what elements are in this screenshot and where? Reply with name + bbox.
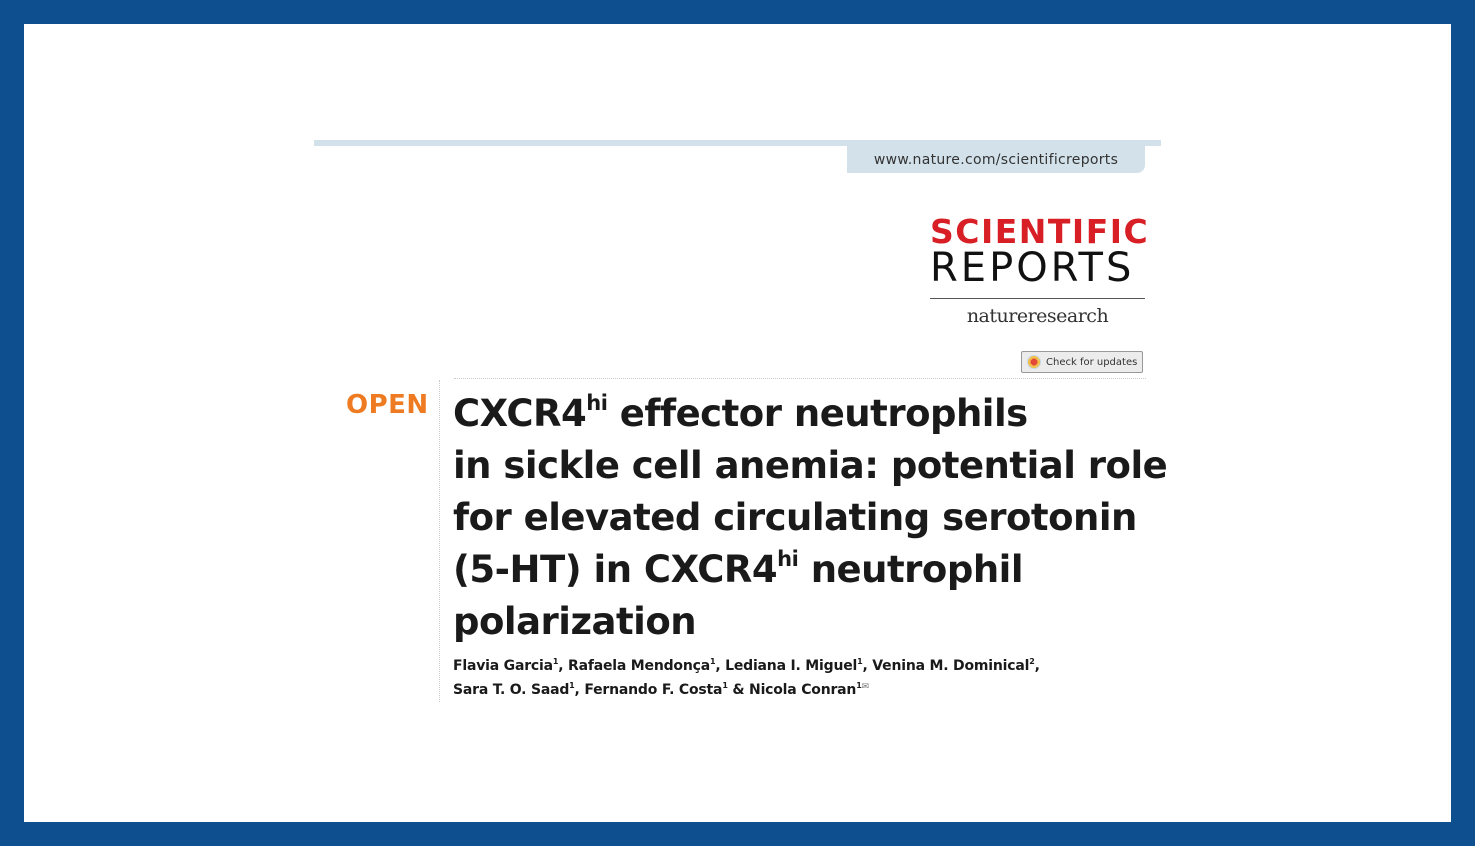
title-line (453, 388, 1153, 440)
publisher-nature: nature (966, 305, 1028, 327)
dotted-divider-left (439, 380, 440, 702)
title-line (453, 440, 1168, 492)
page-frame (24, 24, 1451, 822)
dotted-divider-top (454, 378, 1146, 379)
author-separator: , (715, 658, 726, 674)
title-text: in sickle cell anemia: potential role (453, 444, 1168, 487)
envelope-icon[interactable]: ✉ (861, 682, 869, 692)
author-separator: , (862, 658, 873, 674)
title-superscript: hi (777, 547, 799, 571)
publisher-research: research (1027, 305, 1109, 327)
title-text: (5-HT) in CXCR4 (453, 548, 778, 591)
author-separator: , (558, 658, 569, 674)
author-name[interactable]: Fernando F. Costa (584, 682, 723, 698)
affiliation-marker: 1 (722, 681, 728, 690)
crossmark-icon (1027, 355, 1041, 369)
author-separator: & (727, 682, 750, 698)
title-text: effector neutrophils (607, 392, 1028, 435)
title-line (453, 544, 1153, 596)
affiliation-marker: 2 (1029, 657, 1035, 666)
journal-url-tab[interactable] (847, 146, 1145, 173)
affiliation-marker: 1 (569, 681, 575, 690)
author-line-2 (453, 677, 1153, 701)
logo-reports: REPORTS (930, 245, 1135, 291)
author-name[interactable]: Lediana I. Miguel (725, 658, 858, 674)
affiliation-marker: 1 (857, 657, 863, 666)
open-access-label: OPEN (346, 390, 429, 420)
journal-logo (930, 212, 1150, 327)
affiliation-marker: 1 (856, 681, 862, 690)
author-line-1 (453, 656, 1153, 677)
logo-scientific: SCIENTIFIC (930, 212, 1150, 251)
author-name[interactable]: Rafaela Mendonça (568, 658, 710, 674)
check-updates-button[interactable] (1021, 351, 1143, 373)
title-text: CXCR4 (453, 392, 587, 435)
affiliation-marker: 1 (552, 657, 559, 666)
article-title (453, 388, 1168, 648)
title-line (453, 596, 1153, 648)
logo-divider (930, 298, 1145, 299)
title-text: neutrophil (798, 548, 1024, 591)
journal-url[interactable]: www.nature.com/scientificreports (873, 151, 1119, 168)
author-name[interactable]: Venina M. Dominical (872, 658, 1030, 674)
affiliation-marker: 1 (709, 657, 716, 666)
author-list (453, 656, 1153, 701)
title-line (453, 492, 1153, 544)
title-superscript: hi (586, 391, 608, 415)
publisher-name (930, 305, 1145, 327)
author-name[interactable]: Sara T. O. Saad (453, 682, 570, 698)
author-name[interactable]: Nicola Conran (749, 682, 857, 698)
check-updates-label: Check for updates (1046, 356, 1138, 368)
author-name[interactable]: Flavia Garcia (453, 658, 553, 674)
title-text: polarization (453, 600, 697, 643)
title-text: for elevated circulating serotonin (453, 496, 1137, 539)
author-separator: , (574, 682, 585, 698)
author-separator: , (1034, 658, 1040, 674)
